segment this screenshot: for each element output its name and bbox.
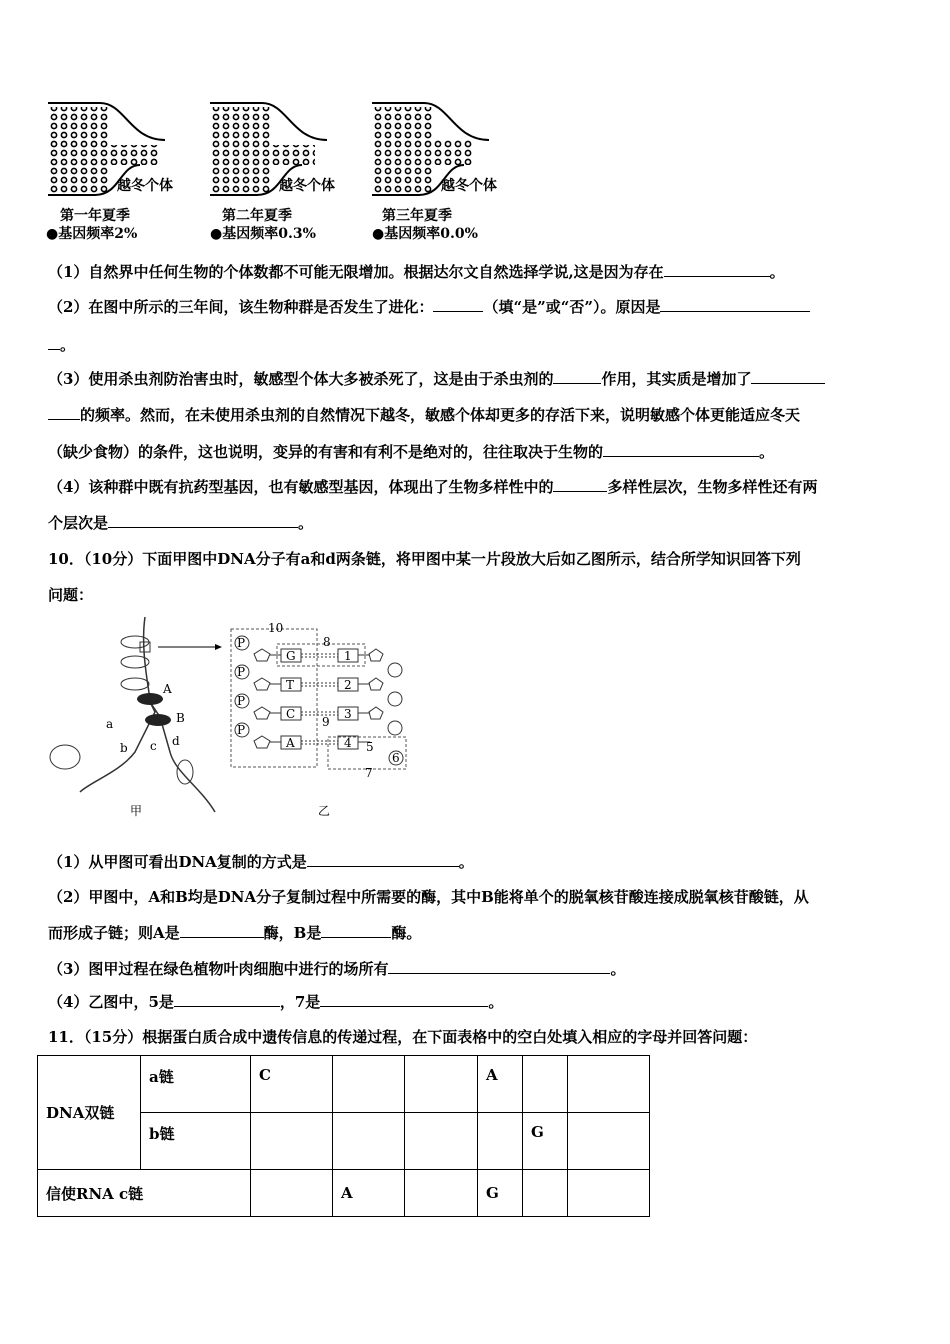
text: 酶。 xyxy=(391,924,422,942)
text: 。 xyxy=(610,960,626,978)
q9-part4-cont xyxy=(48,512,313,533)
label-10: 10 xyxy=(268,621,284,635)
base-label: T xyxy=(286,678,295,692)
text: 。 xyxy=(458,853,474,871)
cell[interactable] xyxy=(523,1056,568,1113)
deoxyribose-icon xyxy=(369,678,383,690)
enzyme-b-label: B xyxy=(176,711,185,725)
answer-blank[interactable] xyxy=(664,262,770,277)
answer-blank[interactable] xyxy=(321,923,391,938)
q9-part3 xyxy=(48,368,825,389)
text: 。 xyxy=(769,263,785,281)
base-label: G xyxy=(286,649,296,663)
text: 多样性层次，生物多样性还有两 xyxy=(607,478,818,496)
q10-part3 xyxy=(48,958,625,979)
text: （缺少食物）的条件，这也说明，变异的有害和有利不是绝对的，往往取决于生物的 xyxy=(48,443,604,461)
cell[interactable]: C xyxy=(251,1056,333,1113)
cell[interactable] xyxy=(568,1056,650,1113)
answer-blank[interactable] xyxy=(48,335,60,350)
cell[interactable] xyxy=(333,1113,405,1170)
overwinter-label: 越冬个体 xyxy=(279,178,335,194)
label-6: 6 xyxy=(392,751,400,765)
text: （1）从甲图可看出DNA复制的方式是 xyxy=(48,853,307,871)
answer-blank[interactable] xyxy=(553,477,607,492)
text: （1）自然界中任何生物的个体数都不可能无限增加。根据达尔文自然选择学说,这是因为存在 xyxy=(48,263,664,281)
enzyme-a-label: A xyxy=(163,682,172,696)
answer-blank[interactable] xyxy=(388,959,610,974)
dna-header: DNA双链 xyxy=(38,1056,141,1170)
base-label: C xyxy=(286,707,296,721)
strand-b-label: b xyxy=(120,741,128,755)
text: 作用，其实质是增加了 xyxy=(601,370,752,388)
answer-blank[interactable] xyxy=(174,992,280,1007)
text: 。 xyxy=(759,443,775,461)
panel-caption: 第三年夏季 xyxy=(382,208,452,224)
figure-yi-label: 乙 xyxy=(318,804,331,818)
cell[interactable] xyxy=(251,1113,333,1170)
base-pairing-table xyxy=(37,1055,650,1217)
base-number-label: 3 xyxy=(344,707,352,721)
phosphate-label: P xyxy=(237,723,246,737)
text: （填“是”或“否”）。原因是 xyxy=(483,298,661,316)
deoxyribose-icon xyxy=(254,707,270,719)
cell[interactable] xyxy=(251,1170,333,1217)
label-8: 8 xyxy=(323,635,331,649)
q9-part4 xyxy=(48,476,817,497)
strand-c-label: c xyxy=(150,739,157,753)
q9-part3-cont2 xyxy=(48,441,774,462)
text: ，7是 xyxy=(279,993,321,1011)
panel-caption: 第一年夏季 xyxy=(60,208,130,224)
text: （2）在图中所示的三年间，该生物种群是否发生了进化： xyxy=(48,298,434,316)
phosphate-circle xyxy=(388,721,402,735)
overwinter-label: 越冬个体 xyxy=(117,178,173,194)
base-label: A xyxy=(286,736,295,750)
base-number-label: 2 xyxy=(344,678,352,692)
panel-caption: 第二年夏季 xyxy=(222,208,292,224)
text: （3）使用杀虫剂防治害虫时，敏感型个体大多被杀死了，这是由于杀虫剂的 xyxy=(48,370,554,388)
label-7: 7 xyxy=(365,766,373,780)
deoxyribose-icon xyxy=(254,736,270,748)
cell[interactable] xyxy=(478,1113,523,1170)
answer-blank[interactable] xyxy=(180,923,264,938)
deoxyribose-icon xyxy=(254,678,270,690)
phosphate-label: P xyxy=(237,694,246,708)
answer-blank[interactable] xyxy=(48,405,80,420)
deoxyribose-icon xyxy=(254,649,270,661)
answer-blank[interactable] xyxy=(433,297,483,312)
dna-figure xyxy=(40,612,420,822)
strand-a-header: a链 xyxy=(141,1056,251,1113)
mrna-header: 信使RNA c链 xyxy=(38,1170,251,1217)
freq-text: 基因频率0.3% xyxy=(222,226,316,242)
text: 。 xyxy=(298,514,314,532)
freq-text: 基因频率0.0% xyxy=(384,226,478,242)
figure-jia-label: 甲 xyxy=(130,804,143,818)
text: 。 xyxy=(488,993,504,1011)
gene-frequency: ●基因频率2% xyxy=(46,226,138,242)
cell[interactable] xyxy=(568,1170,650,1217)
q9-part3-cont xyxy=(48,404,800,425)
text: （3）图甲过程在绿色植物叶肉细胞中进行的场所有 xyxy=(48,960,389,978)
answer-blank[interactable] xyxy=(751,369,825,384)
freq-text: 基因频率2% xyxy=(58,226,138,242)
cell[interactable] xyxy=(523,1170,568,1217)
q10-part2: （2）甲图中，A和B均是DNA分子复制过程中所需要的酶，其中B能将单个的脱氧核苷酸连接成脱氧核苷酸链，从 xyxy=(48,888,809,906)
phosphate-circle xyxy=(388,692,402,706)
q9-part2 xyxy=(48,296,810,317)
answer-blank[interactable] xyxy=(108,513,298,528)
text: 的频率。然而，在未使用杀虫剂的自然情况下越冬，敏感个体却更多的存活下来，说明敏感个体更能适应冬天 xyxy=(80,406,801,424)
gene-frequency: ●基因频率0.0% xyxy=(372,226,478,242)
population-figure xyxy=(40,95,520,245)
text: 酶，B是 xyxy=(263,924,322,942)
cell[interactable] xyxy=(405,1170,478,1217)
strand-d-label: d xyxy=(172,734,180,748)
overwinter-label: 越冬个体 xyxy=(441,178,497,194)
q11-stem: 11．（15分）根据蛋白质合成中遗传信息的传递过程，在下面表格中的空白处填入相应的字母并回答问题： xyxy=(48,1028,758,1046)
answer-blank[interactable] xyxy=(660,297,810,312)
text: 。 xyxy=(60,336,76,354)
q9-part1 xyxy=(48,261,785,282)
cell[interactable] xyxy=(405,1113,478,1170)
q10-part4 xyxy=(48,991,503,1012)
cell[interactable] xyxy=(333,1056,405,1113)
q10-part1 xyxy=(48,851,474,872)
answer-blank[interactable] xyxy=(553,369,601,384)
deoxyribose-icon xyxy=(369,649,383,661)
phosphate-label: P xyxy=(237,636,246,650)
cell[interactable]: G xyxy=(478,1170,523,1217)
cell[interactable]: A xyxy=(478,1056,523,1113)
q10-part2-cont xyxy=(48,922,421,943)
q9-part2-cont xyxy=(48,334,75,355)
label-9: 9 xyxy=(322,715,330,729)
gene-frequency: ●基因频率0.3% xyxy=(210,226,316,242)
cell[interactable] xyxy=(568,1113,650,1170)
cell[interactable]: G xyxy=(523,1113,568,1170)
answer-blank[interactable] xyxy=(307,852,459,867)
text: 个层次是 xyxy=(48,514,109,532)
q10-stem: 10．（10分）下面甲图中DNA分子有a和d两条链，将甲图中某一片段放大后如乙图所示，结合所学知识回答下列 xyxy=(48,550,801,568)
text: （4）乙图中，5是 xyxy=(48,993,174,1011)
q10-stem-cont: 问题： xyxy=(48,586,94,604)
strand-a-label: a xyxy=(106,717,114,731)
answer-blank[interactable] xyxy=(603,442,759,457)
cell[interactable]: A xyxy=(333,1170,405,1217)
cell[interactable] xyxy=(405,1056,478,1113)
label-5: 5 xyxy=(366,740,374,754)
dna-replication-diagram xyxy=(40,612,420,822)
phosphate-circle xyxy=(388,663,402,677)
text: 而形成子链；则A是 xyxy=(48,924,180,942)
text: （4）该种群中既有抗药型基因，也有敏感型基因，体现出了生物多样性中的 xyxy=(48,478,554,496)
answer-blank[interactable] xyxy=(320,992,488,1007)
phosphate-label: P xyxy=(237,665,246,679)
base-number-label: 4 xyxy=(344,736,352,750)
strand-b-header: b链 xyxy=(141,1113,251,1170)
deoxyribose-icon xyxy=(369,707,383,719)
base-number-label: 1 xyxy=(344,649,352,663)
